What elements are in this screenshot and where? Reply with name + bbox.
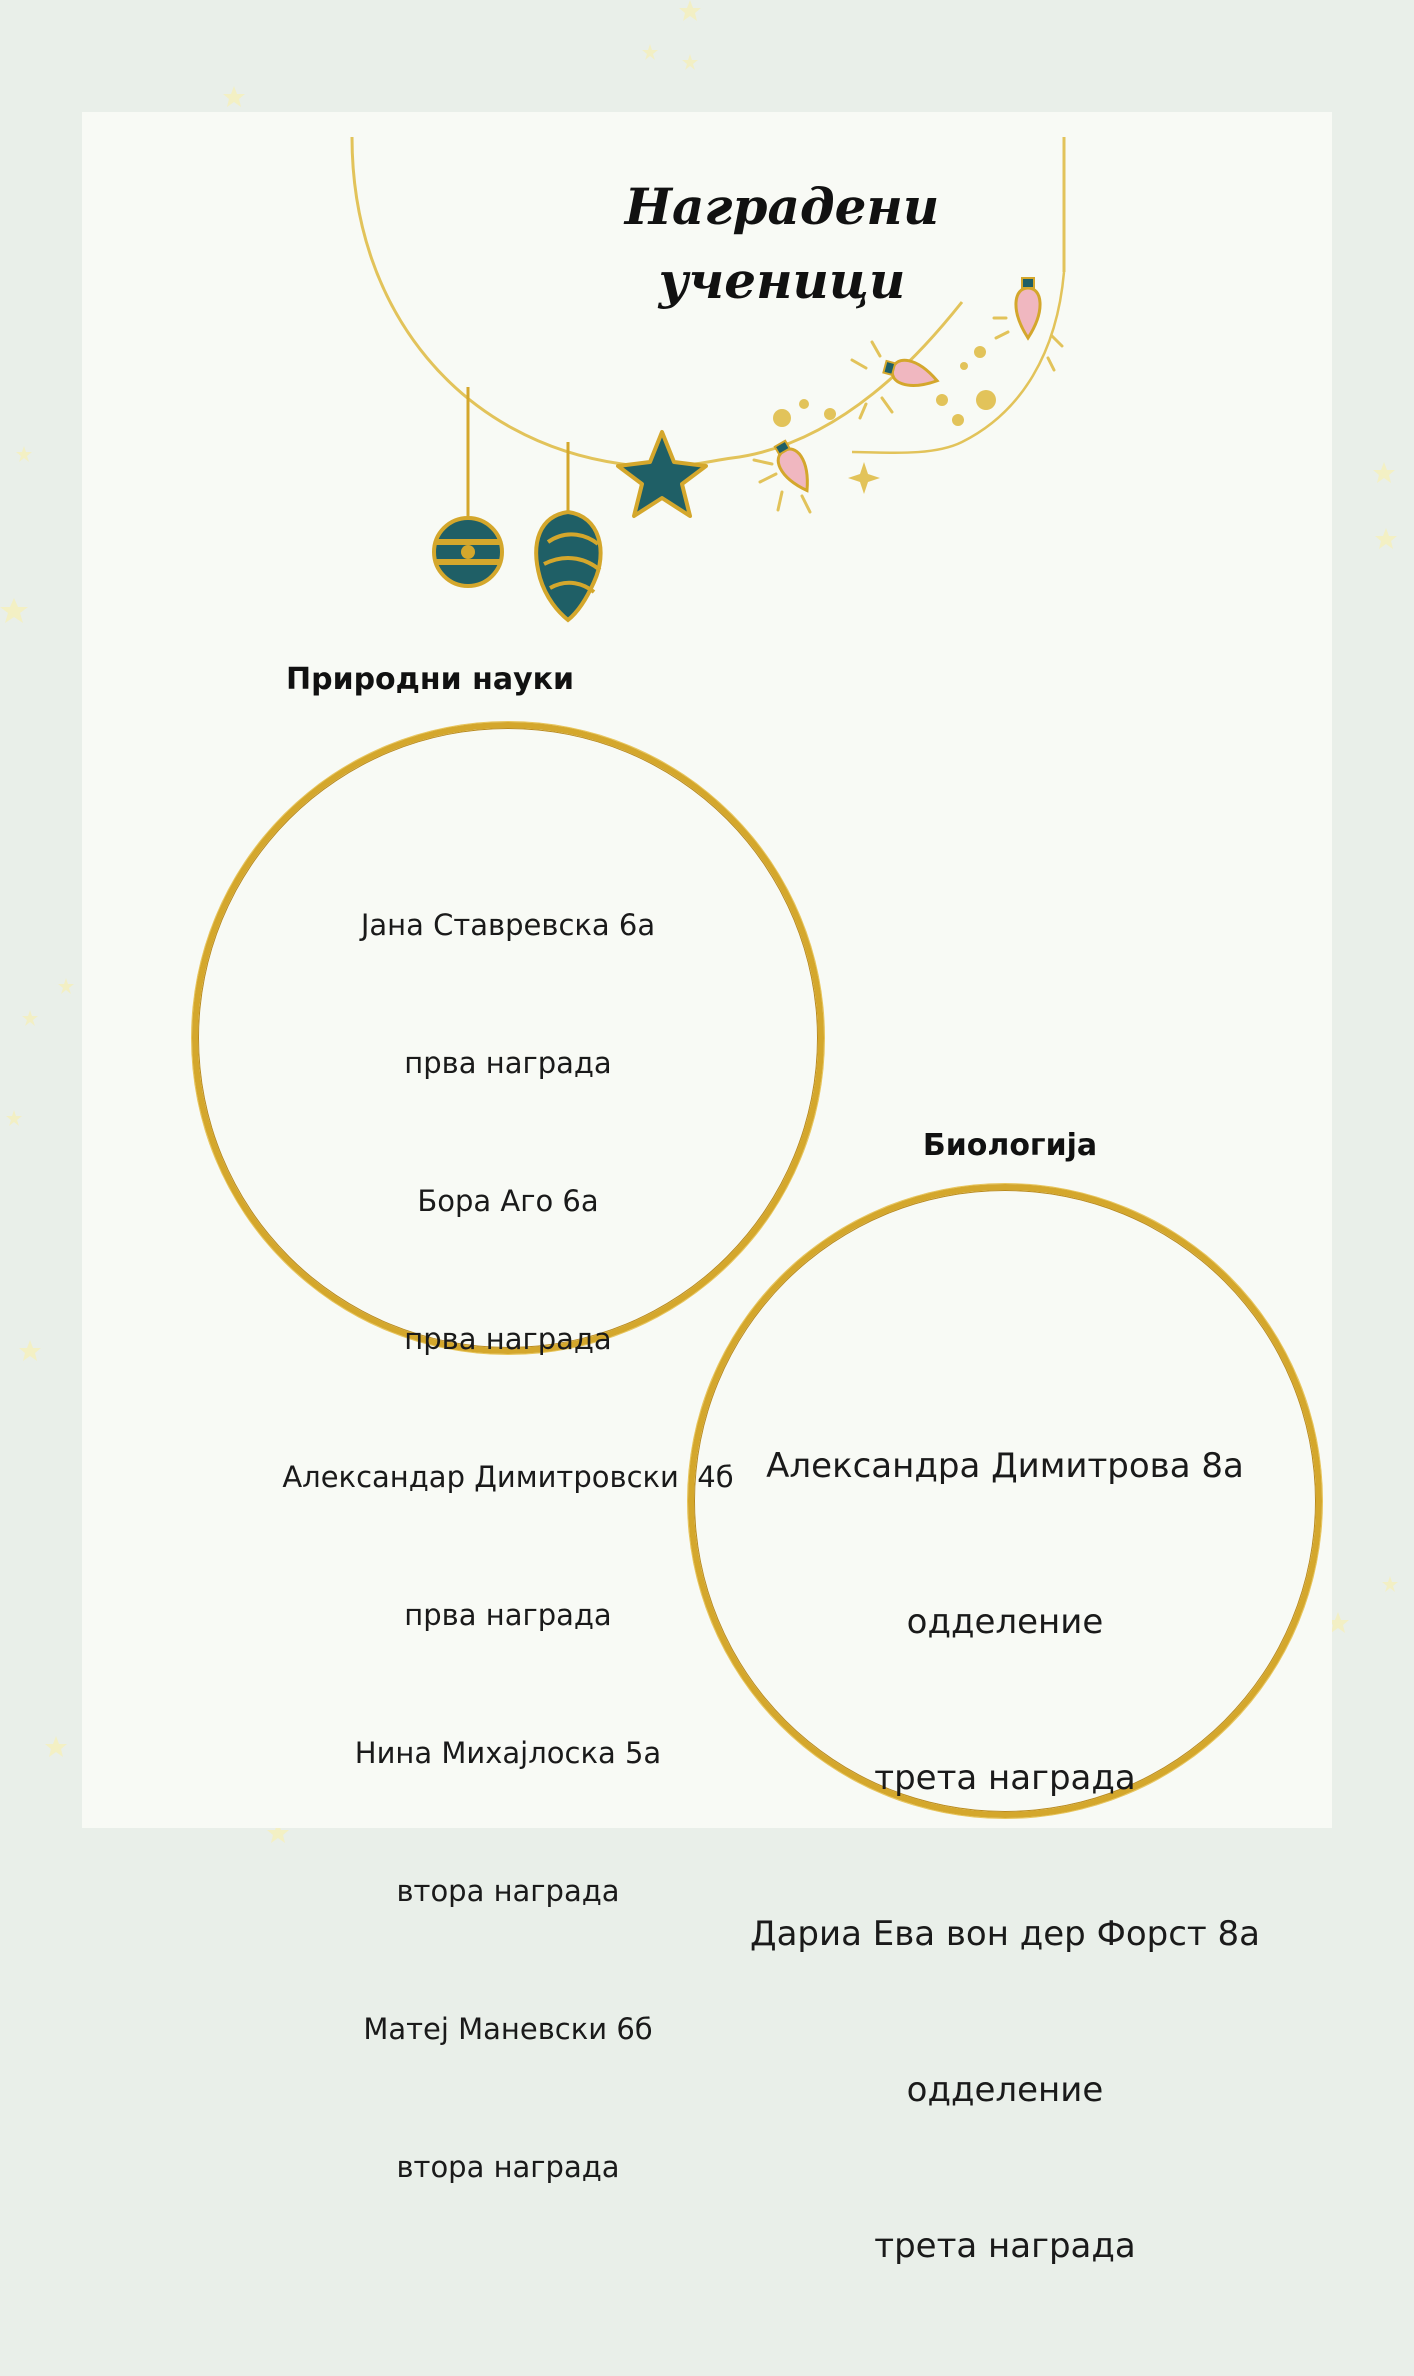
list-item: прва награда [404,1598,612,1632]
list-item: Дариа Ева вон дер Форст 8а [750,1914,1260,1954]
list-item: Бора Аго 6а [417,1184,599,1218]
list-item: трета награда [874,1758,1136,1798]
star-icon [1373,462,1395,483]
star-icon [0,598,28,623]
star-icon [679,0,701,21]
star-icon [1382,1576,1398,1592]
section-heading-biology: Биологија [922,1128,1098,1163]
title-line-2: ученици [658,251,906,310]
list-item: одделение [906,2070,1104,2110]
list-item: Александар Димитровски 4б [282,1460,734,1494]
star-icon [6,1110,22,1126]
list-item: Нина Михајлоска 5а [354,1736,662,1770]
star-icon [45,1736,67,1757]
light-bulb-icon [882,355,940,392]
star-icon [19,1340,41,1361]
section-heading-natural-sciences: Природни науки [285,662,575,697]
bauble-icon [434,518,502,586]
light-bulb-icon [770,438,818,497]
star-icon [58,978,74,994]
list-item: втора награда [396,2150,620,2184]
star-ornament-icon [618,432,706,516]
star-icon [682,54,698,70]
award-list-biology [702,1336,1308,2376]
list-item: Јана Ставревска 6а [360,908,656,942]
list-item: прва награда [404,1046,612,1080]
list-item: трета награда [874,2226,1136,2266]
list-item: одделение [906,1602,1104,1642]
star-icon [1375,528,1397,549]
title-line-1: Наградени [624,177,940,236]
document-card [82,112,1332,2266]
star-icon [16,446,32,462]
list-item: втора награда [396,1874,620,1908]
star-icon [223,86,245,107]
sparkle-icon [848,462,880,494]
star-icon [22,1010,38,1026]
list-item: Матеј Маневски 6б [363,2012,653,2046]
star-icon [642,44,658,60]
page-title [462,170,1102,318]
list-item: Александра Димитрова 8а [766,1446,1244,1486]
list-item: прва награда [404,1322,612,1356]
cone-ornament-icon [536,512,600,620]
